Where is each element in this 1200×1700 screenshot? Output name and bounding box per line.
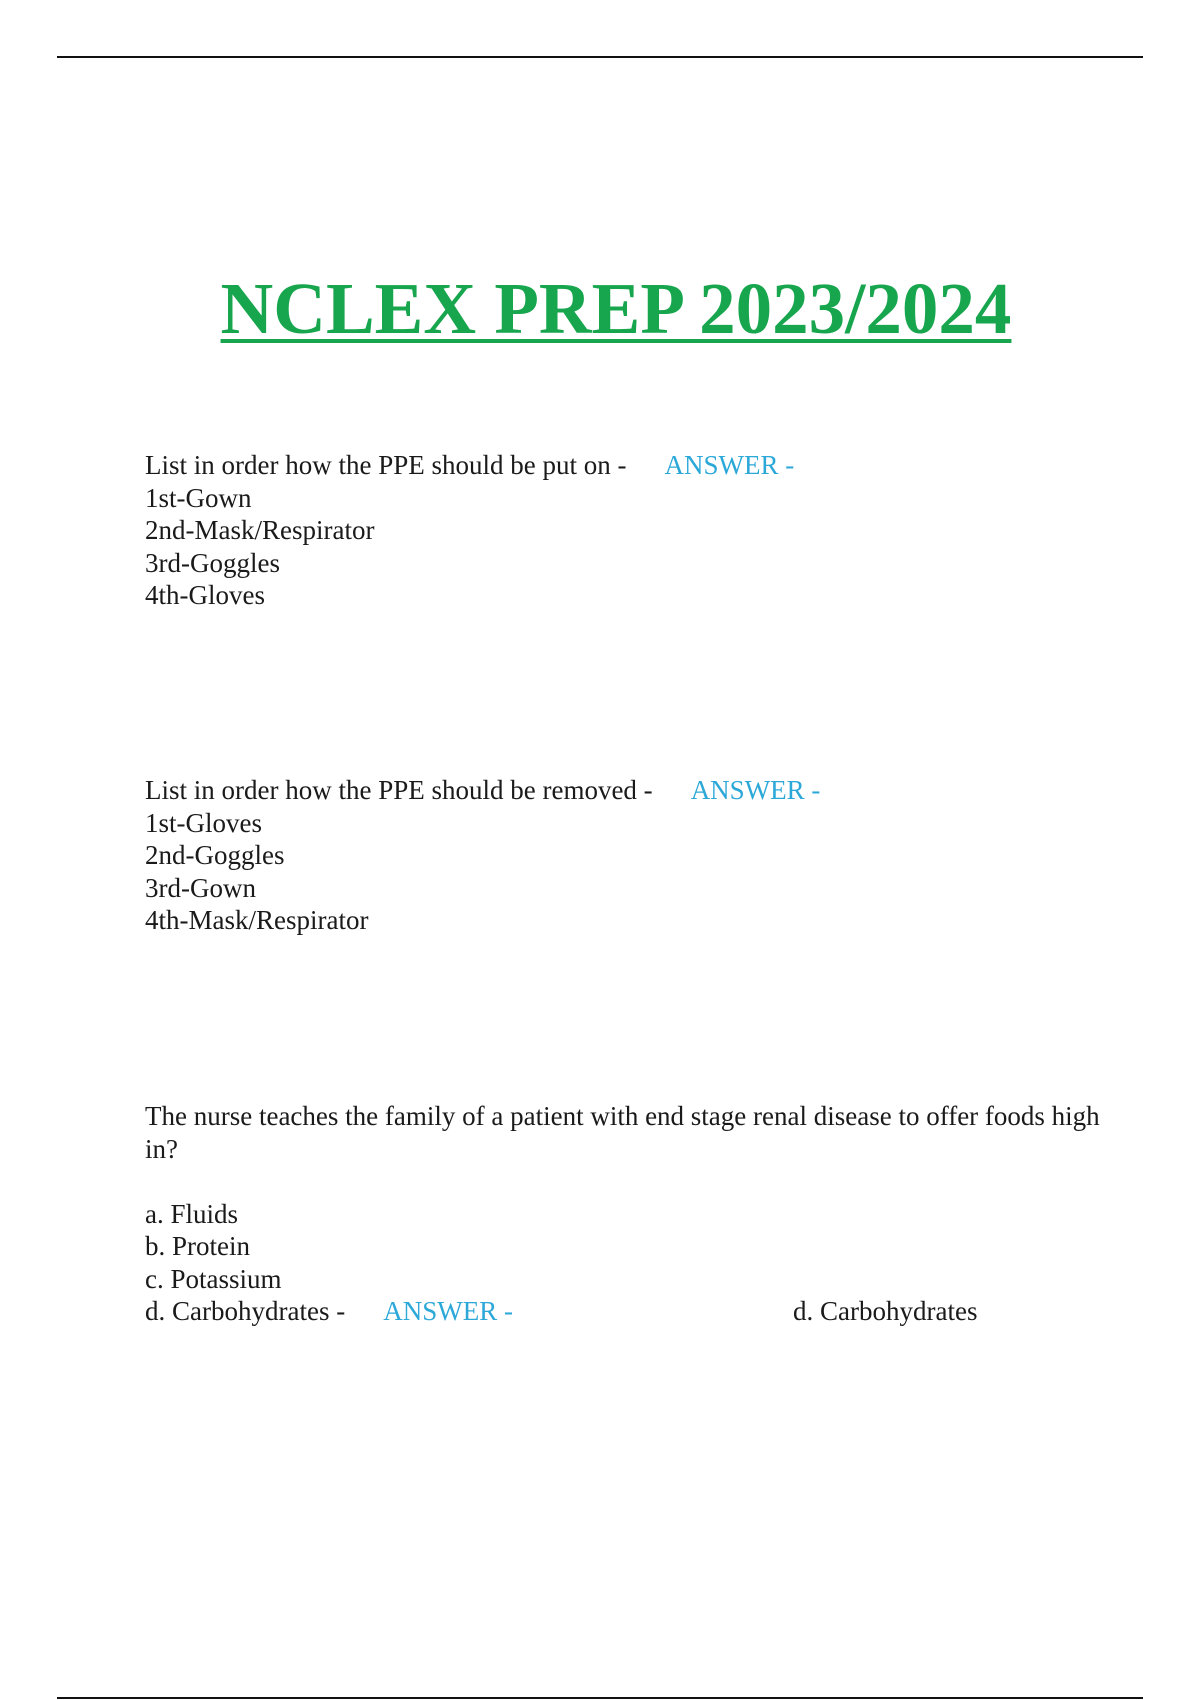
- qa-item-3: [145, 1100, 1105, 1328]
- answer-text: d. Carbohydrates: [793, 1296, 978, 1326]
- answer-label: ANSWER -: [664, 450, 795, 480]
- document-title: NCLEX PREP 2023/2024: [220, 268, 1012, 349]
- answer-label: ANSWER -: [383, 1296, 513, 1326]
- answer-line: 1st-Gloves: [145, 807, 262, 838]
- answer-line: 2nd-Goggles: [145, 840, 285, 870]
- question-line: [145, 449, 1105, 482]
- top-rule: [57, 56, 1143, 58]
- option-line: c. Potassium: [145, 1263, 282, 1294]
- answer-line: 2nd-Mask/Respirator: [145, 515, 375, 545]
- question-text: List in order how the PPE should be put on -: [145, 450, 627, 480]
- answer-line: 3rd-Goggles: [145, 547, 280, 578]
- qa-item-1: [145, 449, 1105, 612]
- answer-line: 4th-Gloves: [145, 580, 265, 610]
- answer-label: ANSWER -: [690, 775, 821, 805]
- question-line: [145, 774, 1105, 807]
- option-text: d. Carbohydrates -: [145, 1296, 346, 1326]
- question-text: List in order how the PPE should be removed -: [145, 775, 653, 805]
- answer-line: 1st-Gown: [145, 482, 252, 513]
- bottom-rule: [57, 1697, 1143, 1699]
- question-text: The nurse teaches the family of a patient with end stage renal disease to offer foods high in?: [145, 1101, 1100, 1164]
- answer-line: 4th-Mask/Respirator: [145, 905, 369, 935]
- qa-item-2: [145, 774, 1105, 937]
- option-line: a. Fluids: [145, 1198, 239, 1229]
- option-line: b. Protein: [145, 1231, 250, 1261]
- spacer: [145, 1165, 1105, 1198]
- answer-line: 3rd-Gown: [145, 872, 256, 903]
- option-line-with-answer: [145, 1295, 1105, 1328]
